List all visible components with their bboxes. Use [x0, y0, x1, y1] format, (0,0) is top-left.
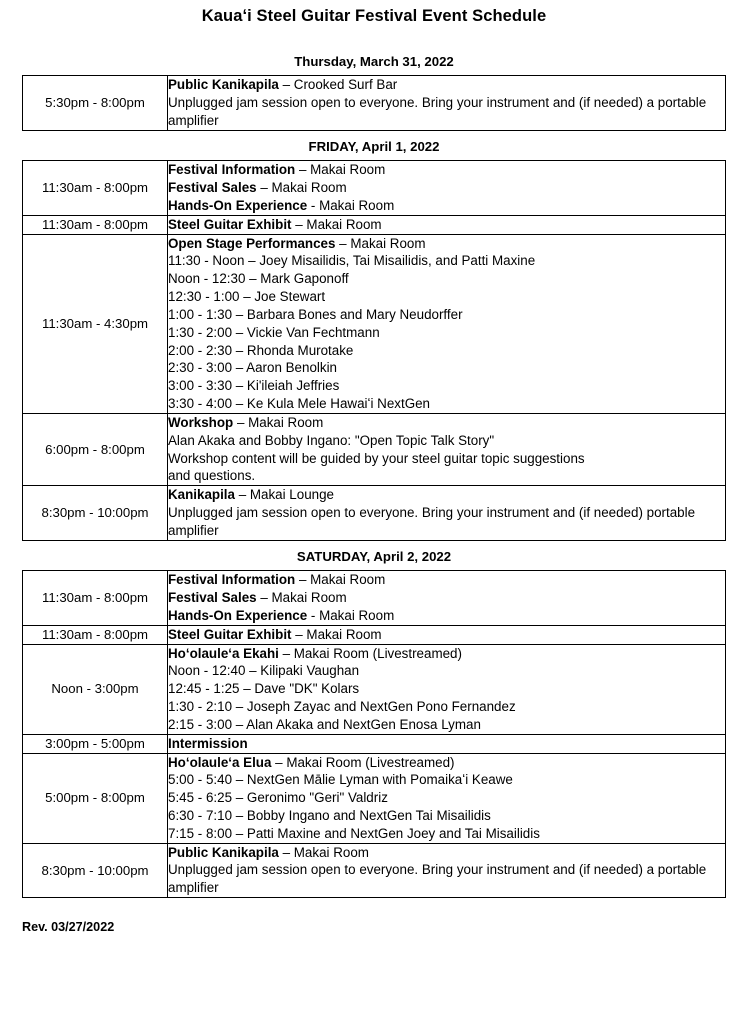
day-schedule-table [22, 75, 726, 130]
event-name: Intermission [168, 735, 248, 751]
event-title-line [168, 76, 725, 94]
event-time-cell: 11:30am - 8:00pm [23, 625, 168, 644]
event-text: – Makai Room [256, 590, 347, 606]
event-title-line [168, 844, 725, 862]
event-text: - Makai Room [307, 197, 395, 213]
event-title-line [168, 235, 725, 253]
event-time-cell: 5:00pm - 8:00pm [23, 753, 168, 843]
event-text: – Makai Room (Livestreamed) [271, 754, 455, 770]
event-text: – Makai Room [291, 216, 382, 232]
event-detail-line [168, 94, 725, 130]
event-text: – Makai Room [233, 414, 324, 430]
table-row [23, 486, 726, 540]
event-time-cell: 3:00pm - 5:00pm [23, 734, 168, 753]
event-text: 5:45 - 6:25 – Geronimo "Geri" Valdriz [168, 790, 388, 806]
event-name: Kanikapila [168, 487, 235, 503]
event-detail-line [168, 662, 725, 680]
event-text: 11:30 - Noon – Joey Misailidis, Tai Misailidis, and Patti Maxine [168, 253, 536, 269]
event-detail-line [168, 607, 725, 625]
event-text: 5:00 - 5:40 – NextGen Mālie Lyman with Pomaikaʻi Keawe [168, 772, 513, 788]
event-text: – Crooked Surf Bar [278, 77, 398, 93]
event-name: Festival Information [168, 162, 296, 178]
event-detail-line [168, 197, 725, 215]
table-row [23, 644, 726, 734]
table-row [23, 234, 726, 413]
day-header: SATURDAY, April 2, 2022 [296, 548, 452, 564]
event-detail-line [168, 359, 725, 377]
table-row [23, 215, 726, 234]
event-text: Workshop content will be guided by your steel guitar topic suggestions [168, 450, 585, 466]
event-name: Open Stage Performances [168, 235, 336, 251]
event-detail-line [168, 825, 725, 843]
event-detail-line [168, 698, 725, 716]
event-detail-cell [168, 734, 726, 753]
event-text: 12:45 - 1:25 – Dave "DK" Kolars [168, 681, 360, 697]
event-text: Unplugged jam session open to everyone. Bring your instrument and (if needed) a portable amplifier [168, 862, 707, 896]
event-text: 3:00 - 3:30 – Ki'ileiah Jeffries [168, 378, 340, 394]
event-detail-line [168, 789, 725, 807]
table-row [23, 843, 726, 897]
event-text: 7:15 - 8:00 – Patti Maxine and NextGen Joey and Tai Misailidis [168, 825, 540, 841]
event-time-cell: 11:30am - 8:00pm [23, 215, 168, 234]
event-detail-line [168, 589, 725, 607]
event-detail-line [168, 270, 725, 288]
event-text: – Makai Room [256, 180, 347, 196]
day-header: FRIDAY, April 1, 2022 [308, 138, 440, 154]
table-row [23, 753, 726, 843]
event-title-line [168, 216, 725, 234]
event-detail-line [168, 377, 725, 395]
event-detail-cell [168, 234, 726, 413]
event-detail-line [168, 342, 725, 360]
event-time-cell: 11:30am - 4:30pm [23, 234, 168, 413]
event-name: Steel Guitar Exhibit [168, 626, 292, 642]
event-detail-line [168, 450, 725, 468]
table-row [23, 413, 726, 485]
event-text: - Makai Room [307, 607, 395, 623]
table-row [23, 76, 726, 130]
event-detail-line [168, 324, 725, 342]
event-title-line [168, 754, 725, 772]
event-text: 1:00 - 1:30 – Barbara Bones and Mary Neudorffer [168, 306, 463, 322]
event-text: – Makai Room (Livestreamed) [278, 645, 462, 661]
event-name: Festival Information [168, 572, 296, 588]
event-detail-line [168, 771, 725, 789]
event-time-cell: 8:30pm - 10:00pm [23, 843, 168, 897]
event-detail-line [168, 504, 725, 540]
event-text: 1:30 - 2:00 – Vickie Van Fechtmann [168, 324, 380, 340]
event-text: 2:00 - 2:30 – Rhonda Murotake [168, 342, 354, 358]
event-detail-cell [168, 625, 726, 644]
event-detail-line [168, 807, 725, 825]
event-text: 6:30 - 7:10 – Bobby Ingano and NextGen Tai Misailidis [168, 807, 491, 823]
event-detail-line [168, 467, 725, 485]
event-name: Hands-On Experience [168, 197, 308, 213]
event-time-cell: 8:30pm - 10:00pm [23, 486, 168, 540]
event-detail-cell [168, 76, 726, 130]
event-text: 1:30 - 2:10 – Joseph Zayac and NextGen Pono Fernandez [168, 699, 516, 715]
day-schedule-table [22, 570, 726, 898]
event-title-line [168, 486, 725, 504]
event-detail-cell [168, 644, 726, 734]
event-text: – Makai Room [295, 162, 386, 178]
event-detail-line [168, 179, 725, 197]
event-detail-line [168, 861, 725, 897]
event-detail-cell [168, 215, 726, 234]
event-detail-line [168, 288, 725, 306]
event-text: Noon - 12:40 – Kilipaki Vaughan [168, 663, 360, 679]
event-text: Alan Akaka and Bobby Ingano: "Open Topic Talk Story" [168, 432, 495, 448]
schedule-page [0, 7, 748, 1025]
event-detail-cell [168, 486, 726, 540]
event-text: – Makai Room [291, 626, 382, 642]
event-time-cell: 6:00pm - 8:00pm [23, 413, 168, 485]
event-name: Festival Sales [168, 590, 257, 606]
event-detail-cell [168, 161, 726, 215]
event-time-cell: 11:30am - 8:00pm [23, 571, 168, 625]
event-text: Unplugged jam session open to everyone. Bring your instrument and (if needed) portable amplifier [168, 505, 696, 538]
event-name: Public Kanikapila [168, 844, 279, 860]
event-detail-line [168, 252, 725, 270]
event-title-line [168, 161, 725, 179]
day-schedule-table [22, 160, 726, 540]
event-text: 3:30 - 4:00 – Ke Kula Mele Hawaiʻi NextGen [168, 396, 431, 412]
page-title: Kauaʻi Steel Guitar Festival Event Schedule [201, 7, 547, 25]
event-name: Public Kanikapila [168, 77, 279, 93]
event-name: Steel Guitar Exhibit [168, 216, 292, 232]
event-title-line [168, 571, 725, 589]
event-name: Workshop [168, 414, 234, 430]
event-detail-cell [168, 753, 726, 843]
event-detail-cell [168, 571, 726, 625]
event-title-line [168, 414, 725, 432]
event-detail-cell [168, 413, 726, 485]
event-text: – Makai Room [278, 844, 369, 860]
event-text: – Makai Lounge [234, 487, 334, 503]
event-name: Hoʻolauleʻa Elua [168, 754, 272, 770]
table-row [23, 734, 726, 753]
event-detail-line [168, 306, 725, 324]
event-title-line [168, 645, 725, 663]
event-time-cell: Noon - 3:00pm [23, 644, 168, 734]
event-name: Festival Sales [168, 180, 257, 196]
event-detail-line [168, 432, 725, 450]
event-text: – Makai Room [335, 235, 426, 251]
event-text: Noon - 12:30 – Mark Gaponoff [168, 271, 349, 287]
days-container [0, 55, 748, 898]
revision-note: Rev. 03/27/2022 [22, 920, 115, 934]
event-detail-line [168, 680, 725, 698]
event-name: Hands-On Experience [168, 607, 308, 623]
table-row [23, 571, 726, 625]
day-header: Thursday, March 31, 2022 [294, 53, 454, 69]
event-text: 2:30 - 3:00 – Aaron Benolkin [168, 360, 337, 376]
event-text: Unplugged jam session open to everyone. Bring your instrument and (if needed) a portable amplifier [168, 95, 707, 128]
table-row [23, 625, 726, 644]
event-text: and questions. [168, 468, 256, 484]
event-name: Hoʻolauleʻa Ekahi [168, 645, 279, 661]
event-text: 2:15 - 3:00 – Alan Akaka and NextGen Enosa Lyman [168, 716, 481, 732]
event-title-line [168, 626, 725, 644]
event-detail-line [168, 716, 725, 734]
event-detail-cell [168, 843, 726, 897]
event-title-line [168, 735, 725, 753]
event-text: – Makai Room [295, 572, 386, 588]
event-time-cell: 5:30pm - 8:00pm [23, 76, 168, 130]
event-time-cell: 11:30am - 8:00pm [23, 161, 168, 215]
event-text: 12:30 - 1:00 – Joe Stewart [168, 289, 326, 305]
table-row [23, 161, 726, 215]
event-detail-line [168, 395, 725, 413]
